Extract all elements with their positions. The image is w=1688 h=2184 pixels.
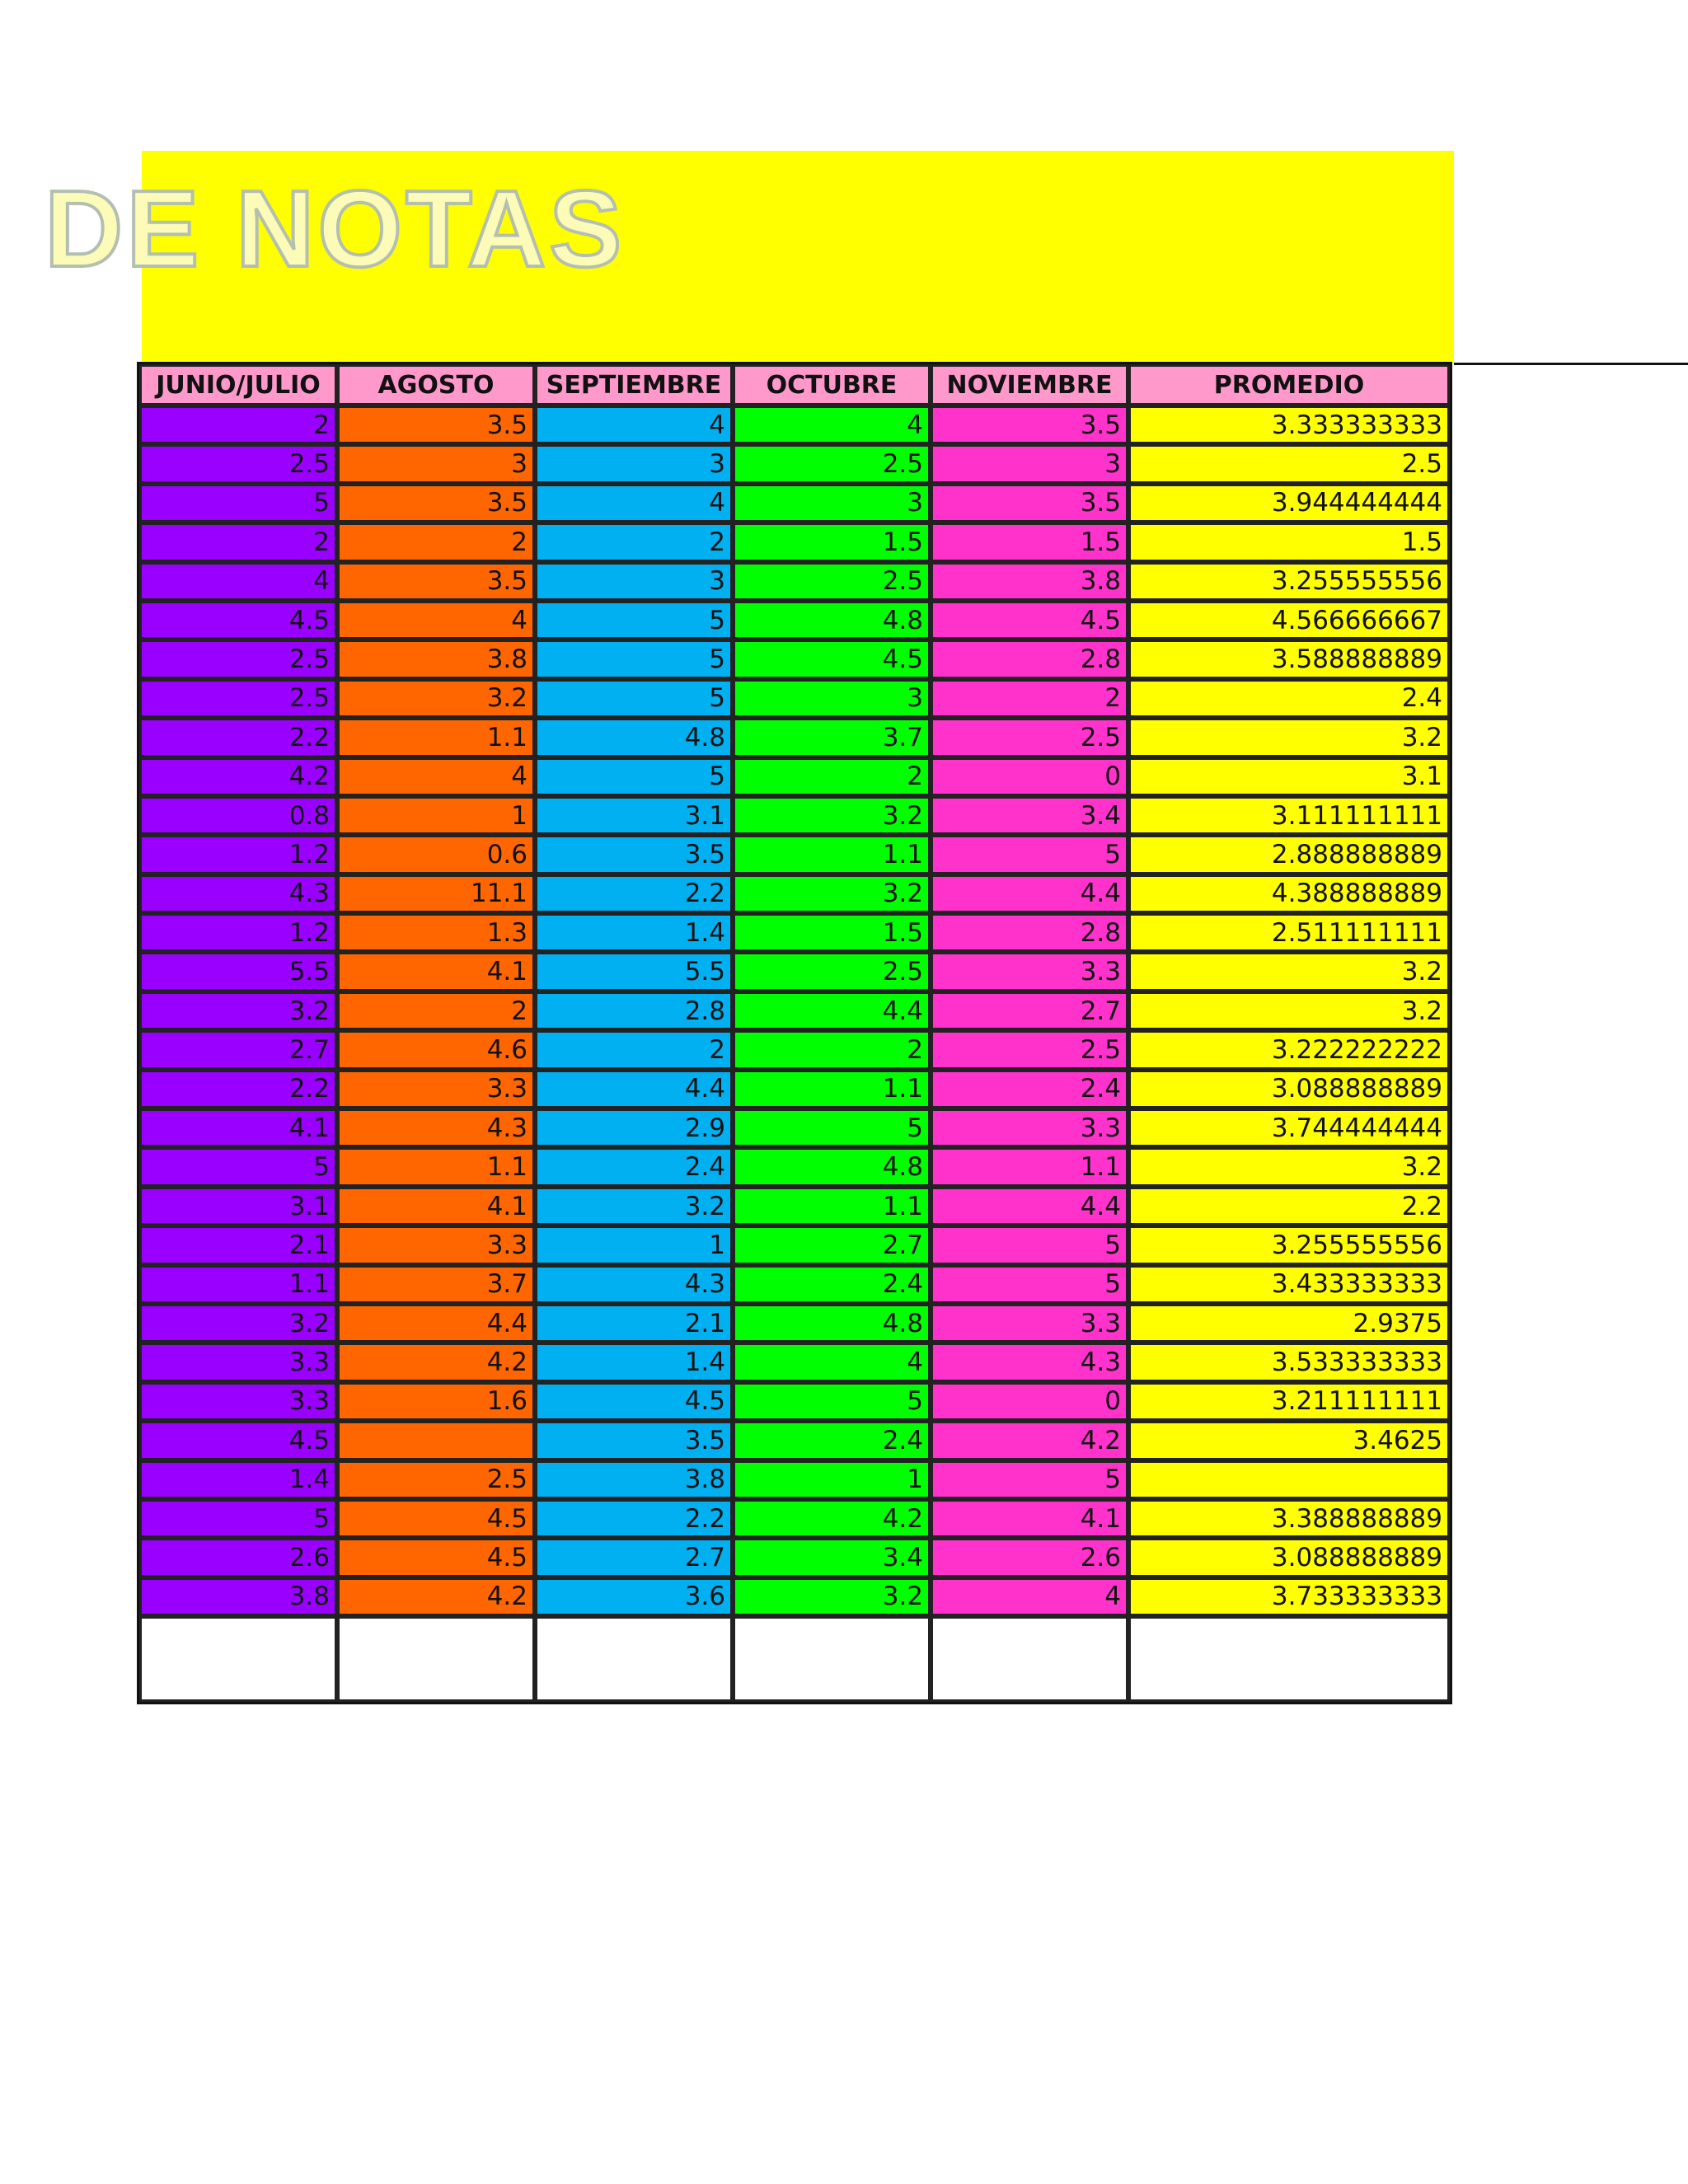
table-cell: 2.1 <box>139 1226 337 1264</box>
table-row <box>139 913 1450 952</box>
table-cell: 2.6 <box>139 1538 337 1577</box>
empty-cell <box>1128 1616 1450 1702</box>
table-cell: 4.1 <box>337 952 535 991</box>
table-row <box>139 562 1450 601</box>
table-cell: 5 <box>931 1226 1128 1264</box>
table-cell: 2.7 <box>733 1226 931 1264</box>
table-cell: 3.8 <box>931 562 1128 601</box>
table-cell: 1.2 <box>139 835 337 874</box>
table-row <box>139 1538 1450 1577</box>
table-cell: 1.1 <box>733 835 931 874</box>
table-cell: 4.5 <box>535 1382 733 1421</box>
table-cell: 5 <box>139 1499 337 1538</box>
table-cell: 4.4 <box>931 1187 1128 1226</box>
table-cell: 4.5 <box>337 1499 535 1538</box>
table-cell: 5 <box>733 1382 931 1421</box>
table-cell: 3.744444444 <box>1128 1108 1450 1147</box>
table-cell: 1.1 <box>337 1147 535 1186</box>
table-cell: 3.2 <box>139 1304 337 1343</box>
table-cell: 3.733333333 <box>1128 1577 1450 1616</box>
table-cell: 2.5 <box>733 952 931 991</box>
table-cell: 11.1 <box>337 874 535 913</box>
table-cell: 3 <box>733 484 931 523</box>
table-cell: 5.5 <box>139 952 337 991</box>
table-cell: 3.2 <box>1128 952 1450 991</box>
table-cell: 4.6 <box>337 1030 535 1069</box>
table-cell: 4.4 <box>337 1304 535 1343</box>
table-cell: 2.5 <box>139 640 337 678</box>
table-cell: 2.6 <box>931 1538 1128 1577</box>
table-row <box>139 1030 1450 1069</box>
table-cell: 3.3 <box>337 1226 535 1264</box>
table-cell: 5 <box>931 1265 1128 1304</box>
table-cell: 2.1 <box>535 1304 733 1343</box>
table-cell: 4.1 <box>931 1499 1128 1538</box>
table-cell: 3.255555556 <box>1128 562 1450 601</box>
table-cell: 3.3 <box>139 1382 337 1421</box>
table-cell: 3.2 <box>1128 991 1450 1030</box>
table-cell: 1.5 <box>733 523 931 561</box>
table-cell: 4.4 <box>733 991 931 1030</box>
table-cell: 3.7 <box>337 1265 535 1304</box>
table-row <box>139 757 1450 796</box>
table-cell: 4 <box>535 405 733 444</box>
table-cell: 3.2 <box>535 1187 733 1226</box>
table-cell: 0.6 <box>337 835 535 874</box>
table-row <box>139 444 1450 483</box>
table-cell: 3.5 <box>337 405 535 444</box>
table-cell: 3.088888889 <box>1128 1070 1450 1108</box>
table-row <box>139 874 1450 913</box>
table-cell: 3.8 <box>337 640 535 678</box>
table-cell: 5 <box>535 679 733 718</box>
grades-table <box>137 362 1452 1704</box>
table-row <box>139 1187 1450 1226</box>
table-cell: 3.1 <box>1128 757 1450 796</box>
table-cell: 3 <box>733 679 931 718</box>
table-row <box>139 1343 1450 1381</box>
table-cell: 4.2 <box>337 1343 535 1381</box>
column-header: SEPTIEMBRE <box>535 364 733 405</box>
table-cell: 2.7 <box>139 1030 337 1069</box>
table-cell: 1.1 <box>139 1265 337 1304</box>
table-cell: 3.5 <box>535 835 733 874</box>
table-cell: 2.2 <box>139 1070 337 1108</box>
table-row <box>139 1304 1450 1343</box>
table-cell: 2 <box>337 523 535 561</box>
table-cell: 4.8 <box>535 718 733 757</box>
divider-line <box>1454 363 1688 365</box>
column-header: PROMEDIO <box>1128 364 1450 405</box>
table-row <box>139 1147 1450 1186</box>
table-cell: 1.5 <box>1128 523 1450 561</box>
table-cell: 4.5 <box>139 1421 337 1460</box>
header-row <box>139 364 1450 405</box>
table-cell: 2.8 <box>931 913 1128 952</box>
table-cell: 5 <box>931 835 1128 874</box>
table-cell: 2 <box>139 405 337 444</box>
table-cell: 5 <box>535 757 733 796</box>
table-cell: 4.3 <box>535 1265 733 1304</box>
empty-cell <box>733 1616 931 1702</box>
table-cell: 2 <box>535 523 733 561</box>
table-cell: 4.388888889 <box>1128 874 1450 913</box>
table-cell: 4.1 <box>139 1108 337 1147</box>
table-cell: 4.2 <box>139 757 337 796</box>
table-cell: 2 <box>733 1030 931 1069</box>
table-cell: 4.5 <box>931 601 1128 640</box>
table-cell: 3.3 <box>337 1070 535 1108</box>
table-body <box>139 405 1450 1702</box>
table-cell: 0.8 <box>139 796 337 835</box>
table-cell: 3.8 <box>139 1577 337 1616</box>
column-header: NOVIEMBRE <box>931 364 1128 405</box>
table-cell: 2.5 <box>733 444 931 483</box>
table-cell: 2.5 <box>139 679 337 718</box>
table-cell: 3.2 <box>733 874 931 913</box>
table-row <box>139 1499 1450 1538</box>
table-cell: 1.5 <box>733 913 931 952</box>
table-cell: 4.2 <box>931 1421 1128 1460</box>
table-cell: 2.5 <box>337 1460 535 1499</box>
table-cell: 3.2 <box>733 796 931 835</box>
table-cell: 1.4 <box>535 1343 733 1381</box>
table-cell: 2 <box>139 523 337 561</box>
table-cell: 3.6 <box>535 1577 733 1616</box>
column-header: AGOSTO <box>337 364 535 405</box>
table-cell: 3.4 <box>931 796 1128 835</box>
table-cell: 3.1 <box>139 1187 337 1226</box>
table-cell: 3.433333333 <box>1128 1265 1450 1304</box>
empty-cell <box>931 1616 1128 1702</box>
table-cell: 5 <box>535 601 733 640</box>
table-cell: 2.9 <box>535 1108 733 1147</box>
table-cell: 3.2 <box>1128 1147 1450 1186</box>
title-banner <box>45 151 1454 363</box>
table-cell: 1.1 <box>733 1187 931 1226</box>
table-cell: 5 <box>733 1108 931 1147</box>
table-cell: 1.1 <box>733 1070 931 1108</box>
table-cell <box>1128 1460 1450 1499</box>
table-cell: 2.5 <box>1128 444 1450 483</box>
table-cell: 3.211111111 <box>1128 1382 1450 1421</box>
table-cell: 4.3 <box>139 874 337 913</box>
table-cell: 1.4 <box>535 913 733 952</box>
page-title: DE NOTAS <box>45 168 626 289</box>
table-cell: 3.7 <box>733 718 931 757</box>
table-cell: 3.111111111 <box>1128 796 1450 835</box>
table-cell: 4 <box>337 757 535 796</box>
table-row <box>139 1265 1450 1304</box>
table-cell: 2.7 <box>931 991 1128 1030</box>
table-cell: 5 <box>931 1460 1128 1499</box>
table-cell: 0 <box>931 1382 1128 1421</box>
table-cell: 3.255555556 <box>1128 1226 1450 1264</box>
column-header: JUNIO/JULIO <box>139 364 337 405</box>
table-row <box>139 796 1450 835</box>
table-cell: 4.2 <box>337 1577 535 1616</box>
table-row <box>139 1460 1450 1499</box>
table-cell: 4.5 <box>337 1538 535 1577</box>
table-cell: 1.4 <box>139 1460 337 1499</box>
table-row <box>139 1577 1450 1616</box>
table-cell: 1.6 <box>337 1382 535 1421</box>
column-header: OCTUBRE <box>733 364 931 405</box>
table-cell: 5 <box>139 1147 337 1186</box>
table-cell: 1 <box>337 796 535 835</box>
table-cell: 3.333333333 <box>1128 405 1450 444</box>
table-cell: 2.4 <box>1128 679 1450 718</box>
table-cell: 1.5 <box>931 523 1128 561</box>
table-row <box>139 835 1450 874</box>
table-cell: 4.5 <box>139 601 337 640</box>
table-cell: 3.088888889 <box>1128 1538 1450 1577</box>
table-cell: 3.5 <box>931 484 1128 523</box>
table-cell: 1.1 <box>337 718 535 757</box>
table-cell: 2.4 <box>535 1147 733 1186</box>
table-cell: 2 <box>931 679 1128 718</box>
table-row <box>139 718 1450 757</box>
table-cell: 2.2 <box>1128 1187 1450 1226</box>
table-cell: 3 <box>535 444 733 483</box>
table-row <box>139 1226 1450 1264</box>
table-row <box>139 601 1450 640</box>
table-cell: 3.1 <box>535 796 733 835</box>
table-row <box>139 991 1450 1030</box>
table-cell: 4.566666667 <box>1128 601 1450 640</box>
table-row <box>139 405 1450 444</box>
table-row <box>139 1382 1450 1421</box>
table-cell: 4.8 <box>733 1304 931 1343</box>
table-row <box>139 484 1450 523</box>
table-row <box>139 952 1450 991</box>
table-cell: 3 <box>337 444 535 483</box>
table-cell: 2.4 <box>931 1070 1128 1108</box>
table-cell: 3.4625 <box>1128 1421 1450 1460</box>
table-cell: 4.3 <box>337 1108 535 1147</box>
table-cell: 2.2 <box>139 718 337 757</box>
table-row <box>139 1070 1450 1108</box>
table-cell: 2.8 <box>931 640 1128 678</box>
table-cell: 4 <box>337 601 535 640</box>
table-row <box>139 679 1450 718</box>
table-cell: 2 <box>535 1030 733 1069</box>
table-cell: 2.2 <box>535 874 733 913</box>
table-cell: 4.1 <box>337 1187 535 1226</box>
table-cell: 2.5 <box>139 444 337 483</box>
table-cell: 3.222222222 <box>1128 1030 1450 1069</box>
table-cell: 2 <box>733 757 931 796</box>
table-cell: 1 <box>535 1226 733 1264</box>
table-cell: 2 <box>337 991 535 1030</box>
table-cell: 2.7 <box>535 1538 733 1577</box>
table-cell: 2.5 <box>931 1030 1128 1069</box>
table-cell: 4 <box>733 405 931 444</box>
table-cell: 1.1 <box>931 1147 1128 1186</box>
table-cell: 5 <box>139 484 337 523</box>
table-row <box>139 1108 1450 1147</box>
table-cell: 2.5 <box>931 718 1128 757</box>
table-cell: 1.3 <box>337 913 535 952</box>
table-cell: 3.2 <box>337 679 535 718</box>
table-cell: 2.511111111 <box>1128 913 1450 952</box>
table-cell: 4.8 <box>733 1147 931 1186</box>
table-cell: 2.8 <box>535 991 733 1030</box>
empty-cell <box>337 1616 535 1702</box>
table-cell: 3.2 <box>1128 718 1450 757</box>
table-cell: 3.3 <box>931 1304 1128 1343</box>
table-cell: 3.588888889 <box>1128 640 1450 678</box>
table-row <box>139 640 1450 678</box>
table-cell: 2.4 <box>733 1265 931 1304</box>
table-cell: 3.8 <box>535 1460 733 1499</box>
table-cell: 1.2 <box>139 913 337 952</box>
table-cell: 3.5 <box>337 484 535 523</box>
table-cell: 3.5 <box>535 1421 733 1460</box>
table-cell: 5 <box>535 640 733 678</box>
table-cell: 4.4 <box>931 874 1128 913</box>
table-cell: 2.4 <box>733 1421 931 1460</box>
table-cell: 3.4 <box>733 1538 931 1577</box>
empty-cell <box>535 1616 733 1702</box>
table-cell: 0 <box>931 757 1128 796</box>
table-cell: 3.388888889 <box>1128 1499 1450 1538</box>
table-cell: 5.5 <box>535 952 733 991</box>
empty-cell <box>139 1616 337 1702</box>
table-cell: 3.944444444 <box>1128 484 1450 523</box>
table-cell: 2.2 <box>535 1499 733 1538</box>
table-cell: 4.8 <box>733 601 931 640</box>
table-cell: 3 <box>535 562 733 601</box>
table-cell: 3.3 <box>931 1108 1128 1147</box>
table-row <box>139 1421 1450 1460</box>
table-cell: 4.2 <box>733 1499 931 1538</box>
table-cell: 4.4 <box>535 1070 733 1108</box>
table-cell: 2.9375 <box>1128 1304 1450 1343</box>
table-row <box>139 523 1450 561</box>
table-cell: 3 <box>931 444 1128 483</box>
table-cell: 2.888888889 <box>1128 835 1450 874</box>
table-cell: 1 <box>733 1460 931 1499</box>
table-cell: 4 <box>535 484 733 523</box>
table-cell: 4.5 <box>733 640 931 678</box>
table-cell: 3.5 <box>337 562 535 601</box>
table-cell: 3.3 <box>931 952 1128 991</box>
table-cell <box>337 1421 535 1460</box>
table-cell: 3.2 <box>139 991 337 1030</box>
table-cell: 4 <box>931 1577 1128 1616</box>
table-cell: 3.5 <box>931 405 1128 444</box>
table-cell: 3.533333333 <box>1128 1343 1450 1381</box>
table-cell: 4 <box>139 562 337 601</box>
table-cell: 4.3 <box>931 1343 1128 1381</box>
table-cell: 3.2 <box>733 1577 931 1616</box>
table-cell: 2.5 <box>733 562 931 601</box>
table-cell: 4 <box>733 1343 931 1381</box>
empty-row <box>139 1616 1450 1702</box>
table-cell: 3.3 <box>139 1343 337 1381</box>
